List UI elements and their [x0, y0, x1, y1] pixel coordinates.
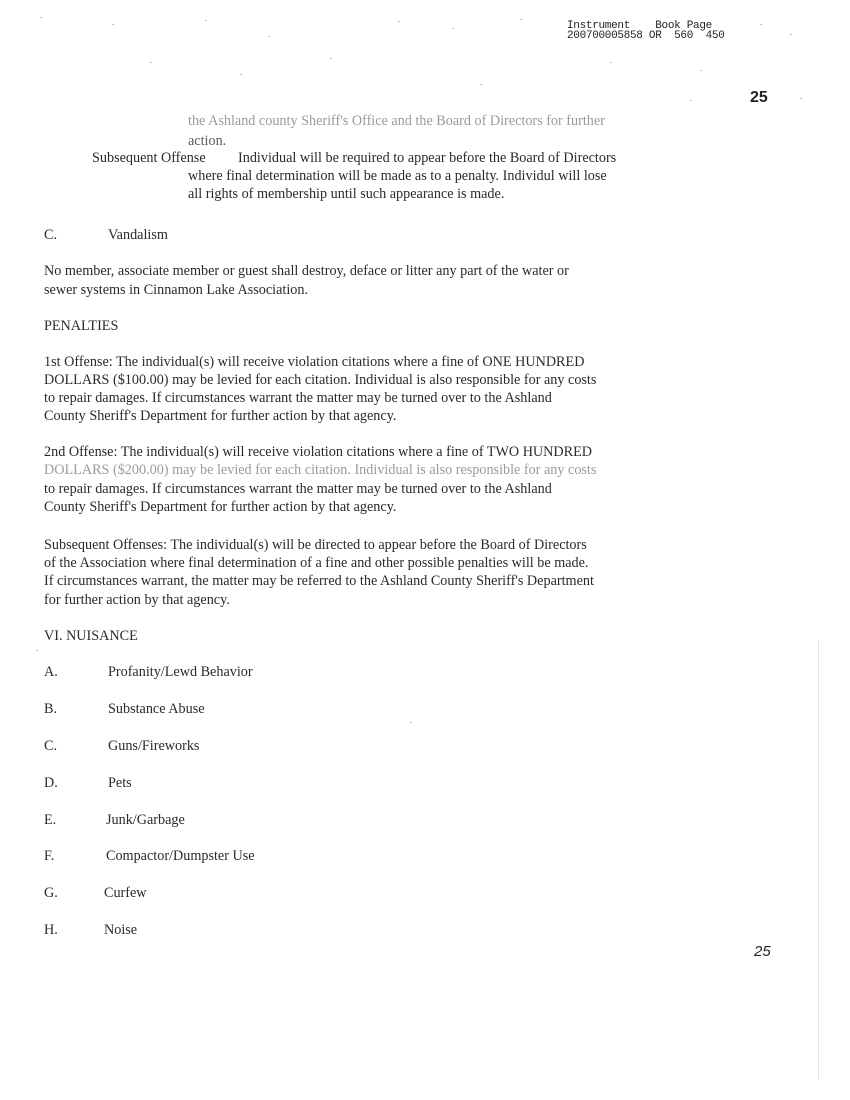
list-item-letter: D. [44, 775, 58, 791]
continuation-line-2: action. [188, 133, 227, 149]
nuisance-heading: VI. NUISANCE [44, 628, 138, 644]
subsequent-offenses-line: for further action by that agency. [44, 592, 230, 608]
second-offense-line: to repair damages. If circumstances warrant the matter may be turned over to the Ashland [44, 481, 552, 497]
list-item-letter: F. [44, 848, 55, 864]
list-item-label: Compactor/Dumpster Use [106, 848, 255, 864]
list-item-label: Guns/Fireworks [108, 738, 200, 754]
list-item-label: Profanity/Lewd Behavior [108, 664, 253, 680]
subsequent-offense-line-2: where final determination will be made as to a penalty. Individul will lose [188, 168, 607, 184]
penalties-heading: PENALTIES [44, 318, 119, 334]
list-item-letter: G. [44, 885, 58, 901]
second-offense-line: 2nd Offense: The individual(s) will receive violation citations where a fine of TWO HUNDRED [44, 444, 593, 460]
list-item-label: Curfew [104, 885, 147, 901]
subsequent-offenses-line: If circumstances warrant, the matter may be referred to the Ashland County Sheriff's Department [44, 573, 594, 589]
subsequent-offense-line-3: all rights of membership until such appearance is made. [188, 186, 505, 202]
list-item-letter: C. [44, 738, 58, 754]
first-offense-line: 1st Offense: The individual(s) will receive violation citations where a fine of ONE HUNDRED [44, 354, 585, 370]
subsequent-offense-line-1: Individual will be required to appear before the Board of Directors [238, 150, 617, 166]
list-item-label: Junk/Garbage [106, 812, 185, 828]
list-item-label: Noise [104, 922, 138, 938]
subsequent-offenses-line: of the Association where final determination of a fine and other possible penalties will be made. [44, 555, 589, 571]
first-offense-line: to repair damages. If circumstances warrant the matter may be turned over to the Ashland [44, 390, 552, 406]
subsequent-offenses-line: Subsequent Offenses: The individual(s) will be directed to appear before the Board of Directors [44, 537, 587, 553]
recording-stamp-values: 200700005858 OR 560 450 [567, 30, 725, 42]
list-item-label: Substance Abuse [108, 701, 205, 717]
list-item-label: Pets [108, 775, 132, 791]
section-c-body-line-1: No member, associate member or guest shall destroy, deface or litter any part of the water or [44, 263, 569, 279]
second-offense-line: County Sheriff's Department for further action by that agency. [44, 499, 397, 515]
list-item-letter: H. [44, 922, 58, 938]
first-offense-line: County Sheriff's Department for further action by that agency. [44, 408, 397, 424]
second-offense-line: DOLLARS ($200.00) may be levied for each citation. Individual is also responsible for any costs [44, 462, 597, 478]
scan-edge-line [818, 640, 819, 1080]
section-c-body-line-2: sewer systems in Cinnamon Lake Association. [44, 282, 309, 298]
first-offense-line: DOLLARS ($100.00) may be levied for each citation. Individual is also responsible for any costs [44, 372, 597, 388]
list-item-letter: B. [44, 701, 58, 717]
page-number-top: 25 [750, 89, 768, 106]
page-number-bottom: 25 [754, 943, 771, 960]
list-item-letter: A. [44, 664, 58, 680]
recording-stamp-labels: Instrument Book Page [567, 20, 712, 32]
list-item-letter: E. [44, 812, 57, 828]
section-c-title: Vandalism [108, 227, 168, 243]
subsequent-offense-label: Subsequent Offense [92, 150, 206, 166]
continuation-line-1: the Ashland county Sheriff's Office and the Board of Directors for further [188, 113, 605, 129]
section-c-letter: C. [44, 227, 58, 243]
